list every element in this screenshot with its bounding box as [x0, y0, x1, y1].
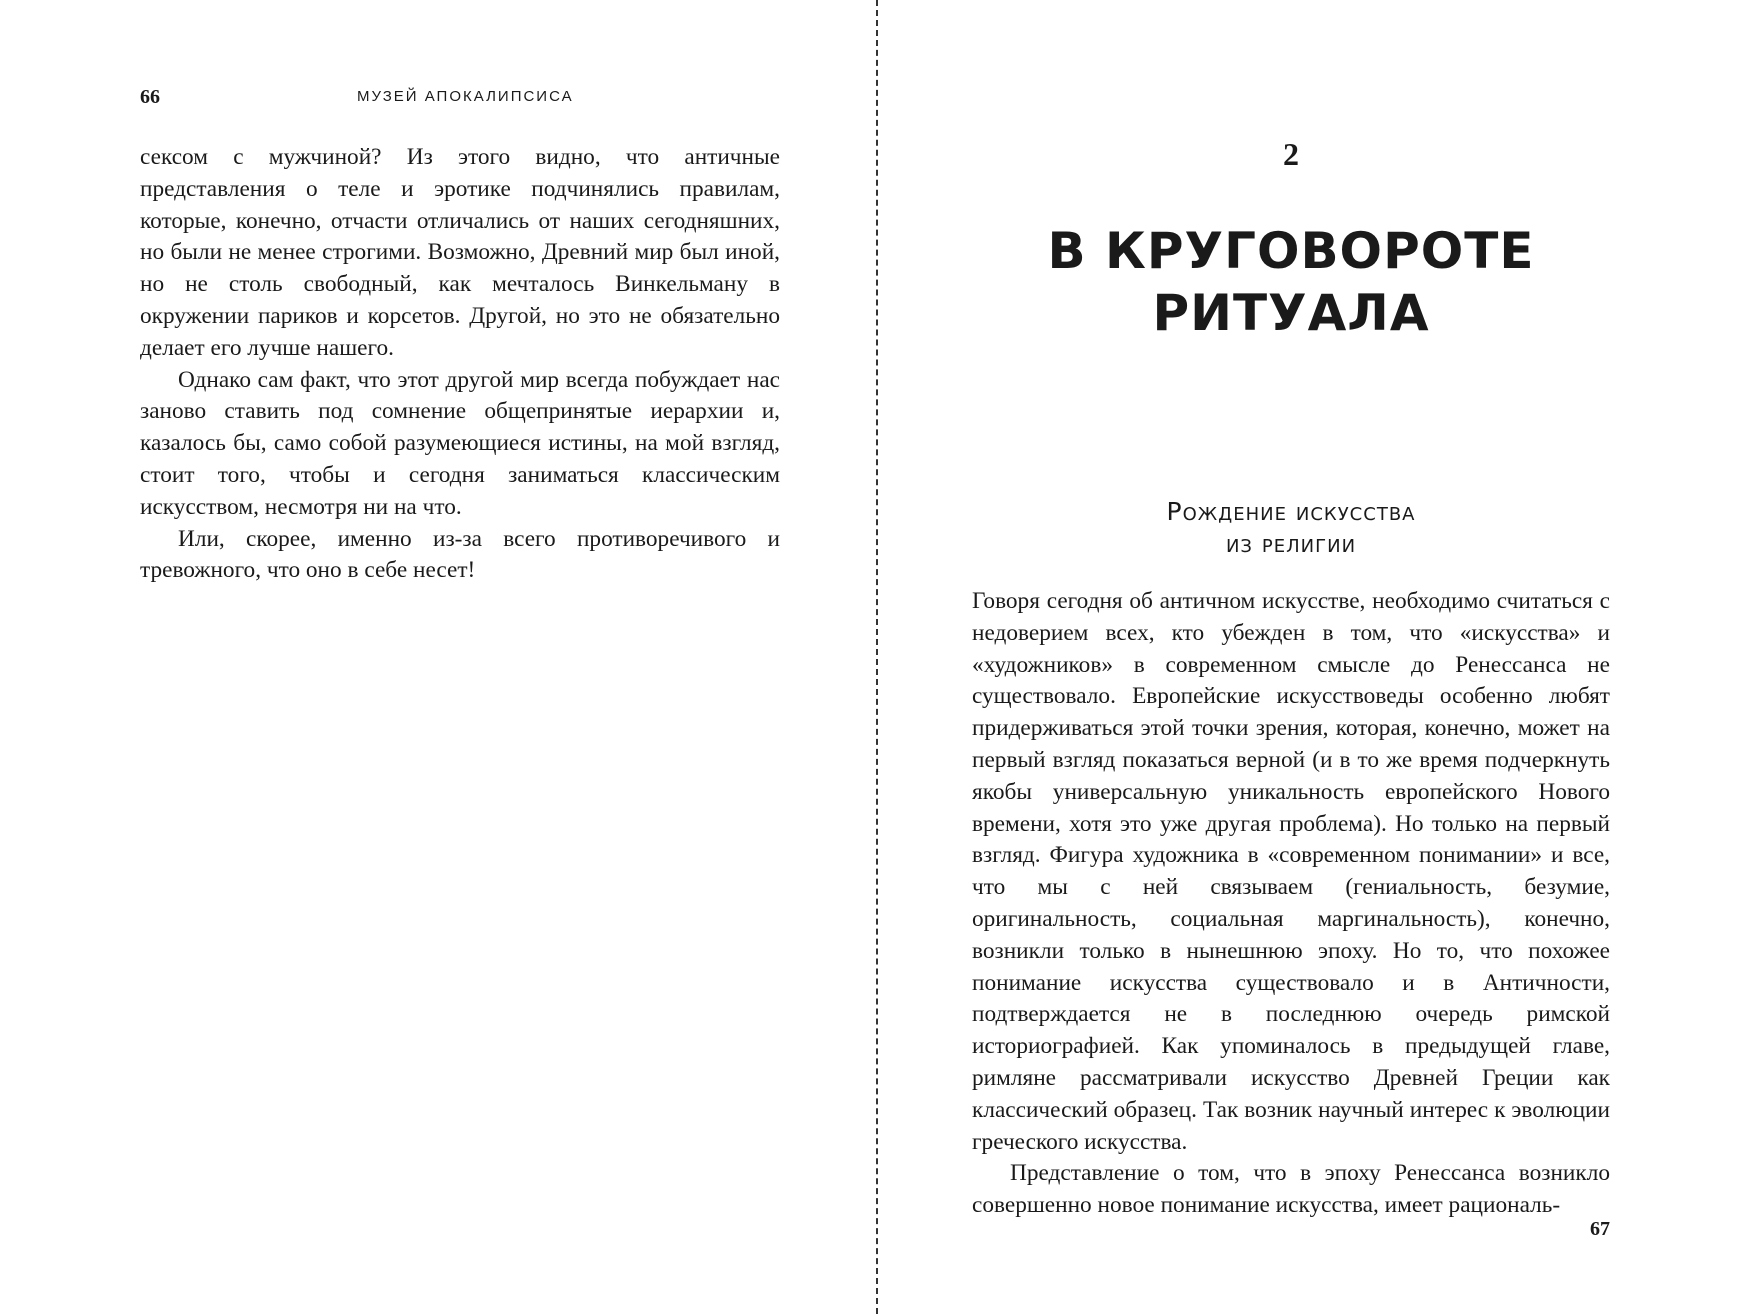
- section-title-line: из религии: [1225, 529, 1357, 558]
- chapter-title-line: В КРУГОВОРОТЕ: [1047, 222, 1535, 280]
- page-number-left: 66: [140, 86, 160, 108]
- chapter-number: 2: [1283, 136, 1299, 172]
- running-head: [140, 86, 780, 116]
- chapter-title-line: РИТУАЛА: [1152, 284, 1430, 342]
- running-title: МУЗЕЙ АПОКАЛИПСИСА: [357, 88, 574, 105]
- section-title-line: Рождение искусства: [1166, 497, 1416, 526]
- right-body-text: [972, 586, 1610, 1222]
- right-page: [878, 0, 1748, 1314]
- paragraph: Говоря сегодня об античном искусстве, необходимо считаться с недоверием всех, кто убежден в том, что «искусства» и «художников» в современном смысле до Ренессанса не существовало. Европейские искусствоведы особенно любят придерживаться этой точки зрения, которая, конечно, может на первый взгляд показаться верной (и в то же время подчеркнуть якобы универсальную уникальность европейского Нового времени, хотя это уже другая проблема). Но только на первый взгляд. Фигура художника в «современном понимании» и все, что мы с ней связываем (гениальность, безумие, оригинальность, социальная маргинальность), конечно, возникли только в нынешнюю эпоху. Но то, что похожее понимание искусства существовало и в Античности, подтверждается не в последнюю очередь римской историографией. Как упоминалось в предыдущей главе, римляне рассматривали искусство Древней Греции как классический образец. Так возник научный интерес к эволюции греческого искусства.: [972, 588, 1610, 1155]
- page-number-right: 67: [1590, 1218, 1610, 1240]
- paragraph: сексом с мужчиной? Из этого видно, что античные представления о теле и эротике подчинялись правилам, которые, конечно, отчасти отличались от наших сегодняшних, но были не менее строгими. Возможно, Древний мир был иной, но не столь свободный, как мечталось Винкельману в окружении париков и корсетов. Другой, но это не обязательно делает его лучше нашего.: [140, 144, 780, 361]
- left-body-text: [140, 142, 780, 587]
- chapter-title: [972, 220, 1610, 344]
- paragraph: Представление о том, что в эпоху Ренессанса возникло совершенно новое понимание искусства, имеет рациональ-: [972, 1160, 1610, 1219]
- paragraph: Или, скорее, именно из-за всего противоречивого и тревожного, что оно в себе несет!: [140, 525, 780, 584]
- paragraph: Однако сам факт, что этот другой мир всегда побуждает нас заново ставить под сомнение общепринятые иерархии и, казалось бы, само собой разумеющиеся истины, на мой взгляд, стоит того, чтобы и сегодня заниматься классическим искусством, несмотря ни на что.: [140, 366, 780, 520]
- section-title: [972, 496, 1610, 560]
